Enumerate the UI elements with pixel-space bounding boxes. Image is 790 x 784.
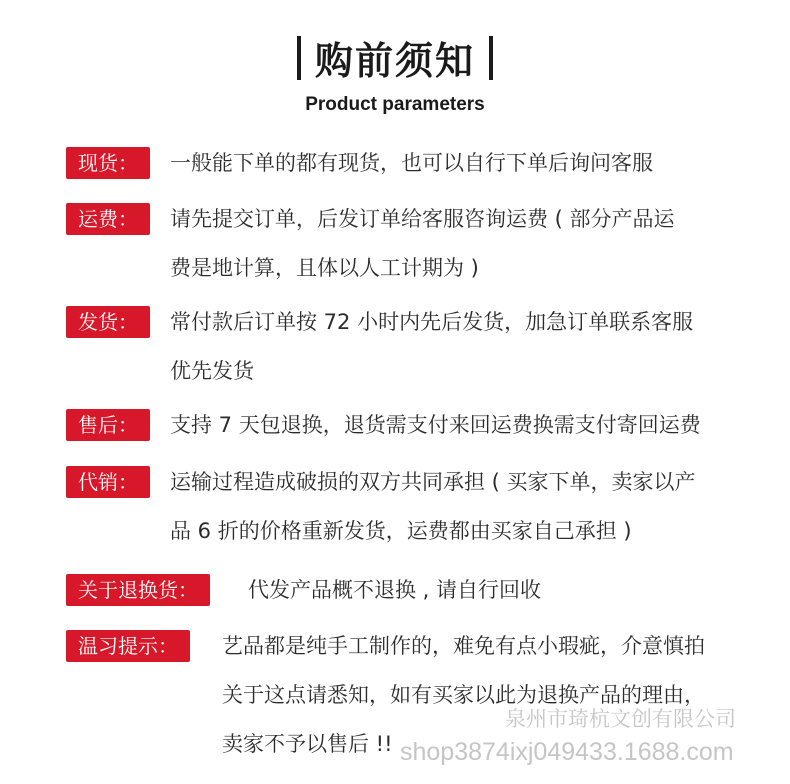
notice-line: 艺品都是纯手工制作的，难免有点小瑕疵，介意慎拍 (222, 634, 705, 658)
notice-line: 费是地计算，且体以人工计期为 ) (170, 256, 479, 280)
notice-line: 关于这点请悉知，如有买家以此为退换产品的理由， (222, 683, 705, 707)
notice-label: 温习提示： (66, 630, 190, 662)
page-header (0, 30, 790, 85)
notice-line: 品 6 折的价格重新发货，运费都由买家自己承担 ) (170, 519, 632, 543)
page-title: 购前须知 (314, 39, 475, 83)
watermark-company: 泉州市琦杭文创有限公司 (505, 708, 736, 731)
notice-line: 卖家不予以售后 !! (222, 732, 393, 756)
title-bar-right (489, 36, 493, 80)
notice-line: 支持 7 天包退换，退货需支付来回运费换需支付寄回运费 (170, 413, 701, 437)
notice-text (170, 139, 653, 188)
notice-line: 代发产品概不退换 , 请自行回收 (248, 578, 542, 602)
notice-label: 售后： (66, 409, 150, 441)
notice-text (170, 195, 675, 293)
notice-text (170, 298, 693, 396)
notice-line: 常付款后订单按 72 小时内先后发货，加急订单联系客服 (170, 310, 694, 334)
notice-text (248, 566, 541, 615)
notice-line: 优先发货 (170, 359, 254, 383)
notice-line: 请先提交订单，后发订单给客服咨询运费 ( 部分产品运 (170, 207, 675, 231)
page-title-wrap (297, 30, 493, 85)
notice-text (170, 401, 701, 450)
notice-text (170, 458, 696, 556)
page-subtitle: Product parameters (305, 94, 485, 115)
title-bar-left (297, 36, 301, 80)
notice-label: 运费： (66, 203, 150, 235)
notice-line: 运输过程造成破损的双方共同承担 ( 买家下单，卖家以产 (170, 470, 696, 494)
notice-label: 发货： (66, 306, 150, 338)
notice-line: 一般能下单的都有现货，也可以自行下单后询问客服 (170, 151, 653, 175)
notice-label: 代销： (66, 466, 150, 498)
watermark-shop: shop3874ixj049433.1688.com (400, 738, 734, 766)
notice-label: 现货： (66, 147, 150, 179)
notice-label: 关于退换货： (66, 574, 210, 606)
